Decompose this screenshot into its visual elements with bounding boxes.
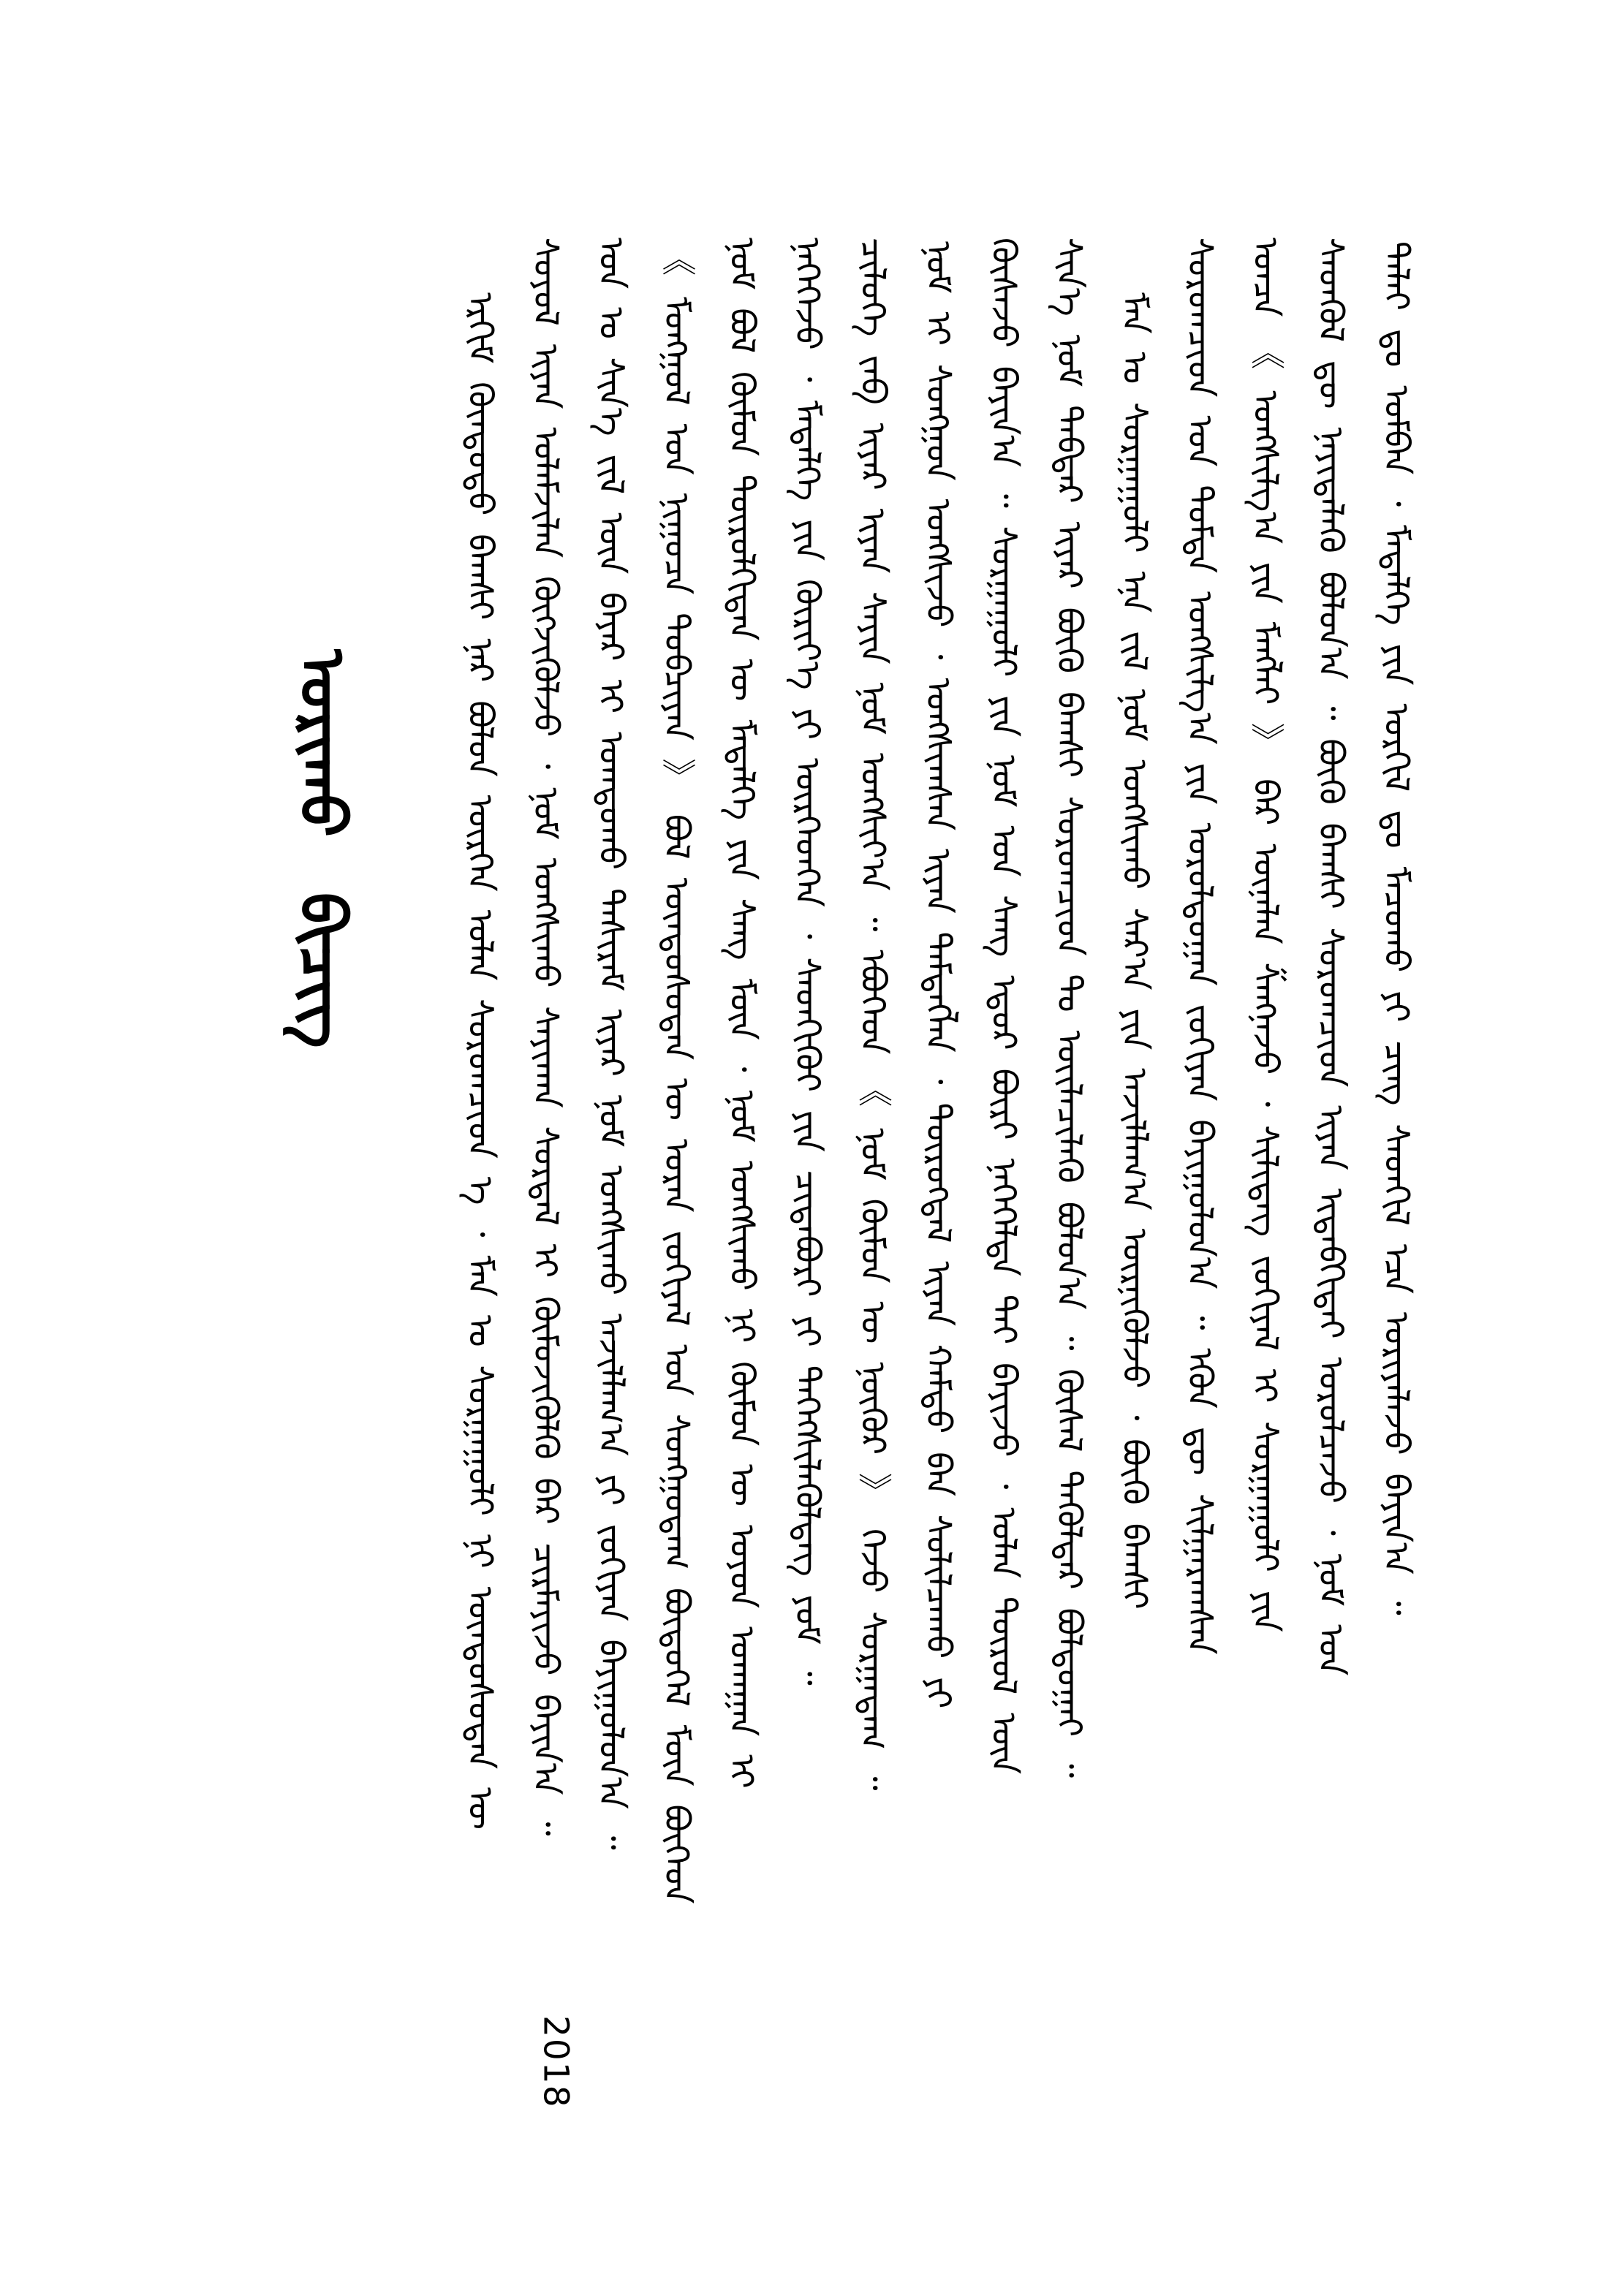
- column-text: ᠳᠠᠯᠠᠢ ᠳᠤ ᠤᠮᠪᠠᠨ ᠂ ᠮᠡᠳᠡᠯᠭᠡ ᠶᠢᠨ ᠣᠷᠭᠢᠯ ᠳᠤ ᠮᠠᠴᠤᠬᠤ ᠶᠢ ᠴᠢᠩ ᠰᠡᠳᠬᠢᠯ ᠡᠴᠡ ᠤᠷᠢᠶᠠᠯᠠᠵᠤ ᠪᠠᠶᠢᠨ᠎ᠠ ᠃: [1376, 241, 1416, 1615]
- text-column: [709, 238, 773, 2061]
- column-text: ᠨᠣᠮ ᠢ ᠰᠣᠩᠭᠣᠨ ᠤᠩᠰᠢᠵᠤ ᠂ ᠤᠩᠰᠢᠭᠰᠠᠨ ᠢᠶᠠᠨ ᠲᠡᠮᠳᠡᠭᠯᠡᠨ ᠂ ᠲᠥᠷᠥᠭᠳᠡᠯ ᠢᠶᠡᠨ ᠬᠠᠮᠲᠤ ᠪᠠᠨ ᠰᠣᠯᠢᠯᠴᠠᠬᠤ ᠶᠢ: [918, 241, 958, 1709]
- text-column: [840, 238, 904, 2065]
- text-column: [971, 238, 1035, 2069]
- column-text: ᠰᠢᠨ᠎ᠡ ᠨᠣᠮ ᠳᠡᠪᠲᠡᠷ ᠢᠶᠡᠷ ᠪᠦᠬᠦ ᠪᠠᠭᠰᠢ ᠰᠤᠷᠤᠭᠴᠢᠳ ᠲᠤ ᠦᠢᠯᠡᠴᠢᠯᠡᠬᠦ ᠪᠣᠯᠤᠨ᠎ᠠ ᠃ ᠬᠦᠰᠡᠯ ᠲᠡᠭᠦᠯᠳᠡᠷ ᠪᠣᠯᠲᠤᠭᠠᠢ ᠃: [1048, 238, 1089, 1778]
- column-text: ᠡᠷᠬᠢᠮ ᠬᠦᠨᠳᠦᠲᠦ ᠪᠠᠭᠰᠢ ᠨᠠᠷ ᠪᠣᠯᠤᠨ ᠥᠷᠭᠡᠨ ᠣᠯᠠᠨ ᠰᠤᠷᠤᠭᠴᠢᠳ ᠡ ᠂ ᠮᠠᠨ ᠤ ᠰᠤᠷᠭᠠᠭᠤᠯᠢ ᠨᠢ ᠦᠨᠳᠦᠰᠦᠲᠡᠨ ᠦ: [460, 292, 500, 1830]
- text-column: [578, 238, 643, 2061]
- text-column: [1168, 238, 1232, 2069]
- column-text: ᠣᠨ ᠤ ᠰᠢᠨ᠎ᠡ ᠵᠢᠯ ᠦᠨ ᠪᠠᠶᠠᠷ ᠢ ᠤᠭᠲᠤᠬᠤ ᠳᠠᠰᠢᠷᠠᠮ ᠢᠶᠠᠷ ᠨᠣᠮ ᠤᠩᠰᠢᠬᠤ ᠠᠵᠢᠯᠯᠠᠭ᠎ᠠ ᠶᠢ ᠵᠣᠬᠢᠶᠠᠨ ᠪᠠᠶᠢᠭᠤᠯᠤᠨ᠎ᠠ ᠃: [591, 238, 631, 1850]
- text-column: [1102, 292, 1166, 2065]
- column-text: ᠴᠢᠯᠥᠭᠡ ᠵᠠᠪ ᠢᠶᠠᠷ ᠢᠶᠠᠨ ᠰᠠᠶᠢᠨ ᠨᠣᠮ ᠤᠩᠰᠢᠶ᠎ᠠ ᠃ ᠡᠪᠦᠭᠡᠳ 《 ᠨᠣᠮ ᠬᠦᠮᠦᠨ ᠦ ᠨᠥᠬᠥᠷ 》 ᠭᠡᠵᠦ ᠰᠤᠷᠭᠠᠳᠠᠭ ᠃: [852, 238, 893, 1791]
- column-text: 《 ᠮᠣᠩᠭᠣᠯ ᠤᠨ ᠨᠢᠭᠤᠴᠠ ᠲᠣᠪᠴᠢᠶᠠᠨ 》 ᠪᠣᠯ ᠦᠨᠳᠦᠰᠦᠲᠡᠨ ᠦ ᠤᠷᠠᠨ ᠵᠣᠬᠢᠶᠠᠯ ᠤᠨ ᠰᠤᠩᠭᠤᠳᠠᠭ ᠪᠦᠲᠦᠭᠡᠯ ᠮᠥᠨ ᠪᠥᠭᠡᠳ: [656, 241, 697, 1904]
- column-text: ᠰᠤᠷᠤᠭᠴᠢᠳ ᠤᠨ ᠳᠤᠮᠳᠠ ᠤᠩᠰᠢᠯᠭ᠎ᠠ ᠶᠢᠨ ᠤᠷᠤᠯᠳᠤᠭᠠᠨ ᠵᠣᠬᠢᠶᠠᠨ ᠪᠠᠶᠢᠭᠤᠯᠤᠨ᠎ᠠ ᠃ ᠡᠭᠦᠨ ᠳᠦ ᠰᠢᠯᠭᠠᠷᠠᠭᠰᠠᠨ: [1179, 238, 1220, 1655]
- column-text: ᠮᠠᠨ ᠤ ᠰᠤᠷᠭᠠᠭᠤᠯᠢ ᠡᠨᠡ ᠵᠢᠯ ᠨᠣᠮ ᠤᠩᠰᠢᠬᠤ ᠰᠠᠷ᠎ᠠ ᠶᠢᠨ ᠠᠵᠢᠯᠯᠠᠭ᠎ᠠ ᠥᠷᠨᠢᠭᠦᠯᠵᠦ ᠂ ᠪᠦᠬᠦ ᠪᠠᠭᠰᠢ: [1114, 292, 1154, 1610]
- column-text: ᠣᠨᠴᠠ 《 ᠤᠩᠰᠢᠯᠭ᠎ᠠ ᠶᠢᠨ ᠮᠠᠩᠯᠠᠢ 》 ᠪᠠᠷ ᠦᠨᠡᠯᠡᠨ ᠱᠠᠩᠨᠠᠵᠤ ᠂ ᠰᠢᠯᠢᠳᠡᠭ ᠵᠣᠬᠢᠶᠠᠯ ᠢ ᠰᠤᠷᠭᠠᠭᠤᠯᠢ ᠶᠢᠨ: [1245, 238, 1285, 1632]
- text-column: [644, 241, 708, 2065]
- text-column: [447, 292, 512, 2072]
- column-text: ᠰᠣᠶᠣᠯ ᠢᠶᠠᠨ ᠤᠯᠠᠮᠵᠢᠯᠠᠨ ᠬᠥᠭᠵᠢᠭᠦᠯᠵᠦ ᠂ ᠨᠣᠮ ᠤᠩᠰᠢᠬᠤ ᠰᠠᠶᠢᠬᠠᠨ ᠰᠤᠷᠲᠠᠯ ᠢ ᠬᠥᠮᠦᠵᠢᠭᠦᠯᠬᠦ ᠪᠡᠷ ᠴᠢᠷᠮᠠᠶᠢᠵᠤ ᠪᠠᠶᠢᠨ᠎ᠠ ᠃: [525, 238, 566, 1836]
- column-text: ᠨᠡᠭᠡᠭᠡᠵᠦ ᠂ ᠮᠡᠳᠡᠯᠭᠡ ᠶᠢᠨ ᠬᠦᠷᠢᠶ᠎ᠡ ᠶᠢ ᠥᠷᠭᠡᠳᠬᠡᠨ ᠂ ᠰᠡᠳᠬᠢᠬᠦᠢ ᠶᠢᠨ ᠴᠢᠳᠠᠪᠤᠷᠢ ᠶᠢ ᠳᠡᠭᠡᠭᠰᠢᠯᠡᠭᠦᠯᠳᠡᠭ ᠶᠤᠮ ᠃: [787, 238, 828, 1686]
- text-column: [513, 238, 578, 2109]
- text-column: [1363, 241, 1428, 2069]
- text-column: [775, 238, 839, 2069]
- column-text: ᠨᠣᠮ ᠪᠣᠯ ᠬᠦᠮᠦᠨ ᠲᠥᠷᠥᠯᠬᠢᠲᠡᠨ ᠦ ᠮᠡᠳᠡᠯᠭᠡ ᠶᠢᠨ ᠰᠠᠩ ᠮᠥᠨ ᠂ ᠨᠣᠮ ᠤᠩᠰᠢᠬᠤ ᠨᠢ ᠬᠦᠮᠦᠨ ᠦ ᠣᠶᠤᠨ ᠤᠬᠠᠭᠠᠨ ᠢ: [722, 238, 762, 1789]
- year-value: 2018: [513, 2015, 578, 2109]
- text-column: [1037, 238, 1101, 2061]
- text-column: [906, 241, 970, 2061]
- text-column: [1298, 238, 1363, 2065]
- document-title: ᠤᠷᠢᠬᠤ ᠪᠢᠴᠢᠭ: [285, 649, 358, 1048]
- column-text: ᠬᠦᠰᠡᠵᠦ ᠪᠠᠶᠢᠨ᠎ᠠ ᠃ ᠰᠤᠷᠭᠠᠭᠤᠯᠢ ᠶᠢᠨ ᠨᠣᠮ ᠤᠨ ᠰᠠᠩ ᠡᠳᠦᠷ ᠪᠦᠷᠢ ᠨᠡᠭᠡᠭᠡᠯᠲᠡ ᠲᠡᠢ ᠪᠠᠶᠢᠵᠤ ᠂ ᠣᠯᠠᠨ ᠲᠥᠷᠥᠯ ᠦᠨ: [983, 238, 1024, 1775]
- column-text: ᠰᠡᠳᠬᠦᠯ ᠳᠦ ᠨᠡᠶᠢᠲᠡᠯᠡᠬᠦ ᠪᠣᠯᠤᠨ᠎ᠠ ᠃ ᠪᠦᠬᠦ ᠪᠠᠭᠰᠢ ᠰᠤᠷᠤᠭᠴᠢᠳ ᠢᠶᠠᠨ ᠢᠳᠡᠪᠬᠢᠲᠡᠢ ᠣᠷᠣᠯᠴᠠᠵᠤ ᠂ ᠨᠣᠮ ᠤᠨ: [1310, 238, 1351, 1676]
- text-column: [1233, 238, 1297, 2061]
